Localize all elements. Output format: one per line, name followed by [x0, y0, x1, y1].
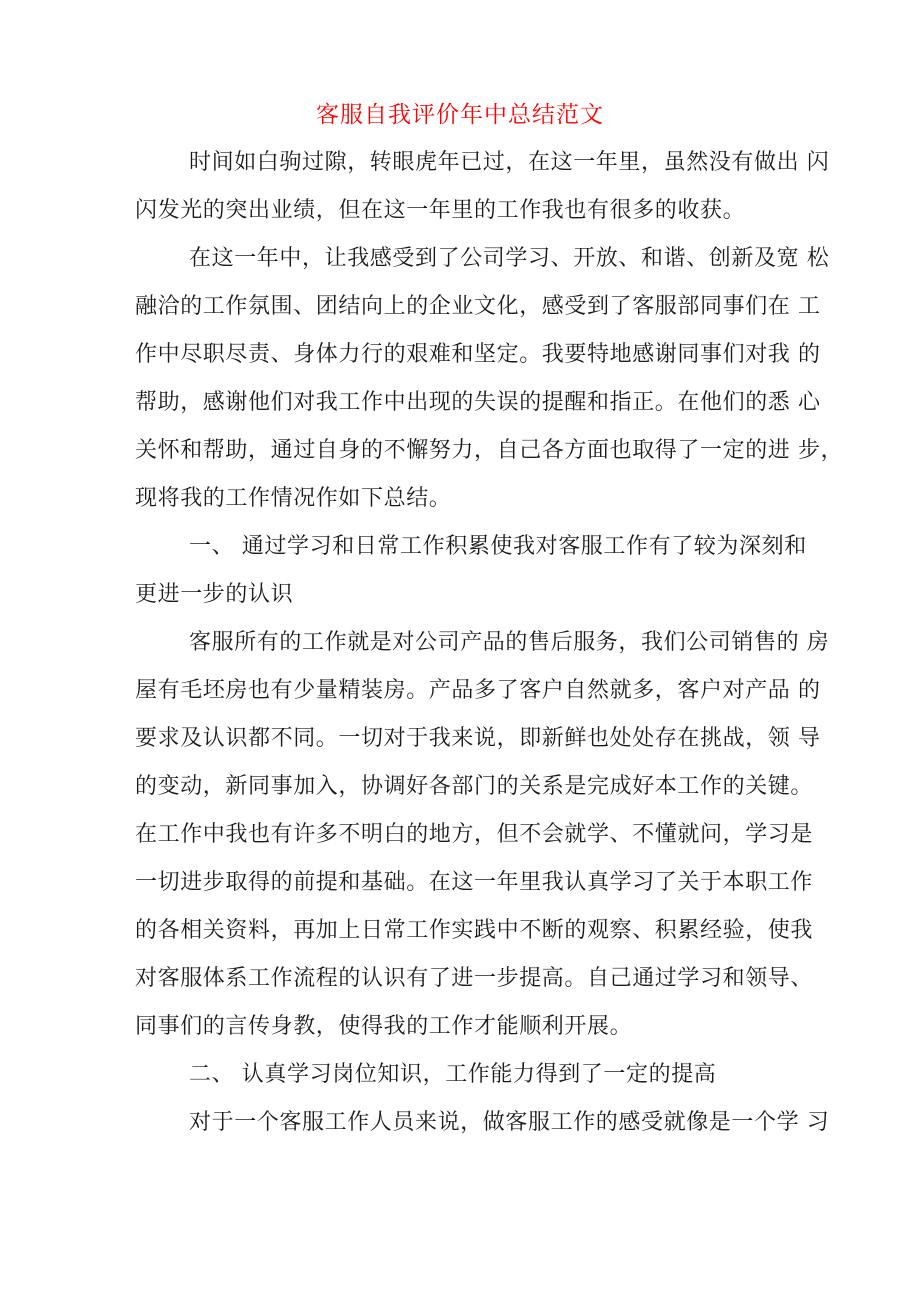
paragraph-line: 客服所有的工作就是对公司产品的售后服务，我们公司销售的 房 — [189, 630, 830, 655]
paragraph-line: 融洽的工作氛围、团结向上的企业文化，感受到了客服部同事们在 工 — [135, 294, 821, 319]
paragraph-line: 的变动，新同事加入，协调好各部门的关系是完成好本工作的关键。 — [135, 774, 814, 799]
paragraph-line: 同事们的言传身教，使得我的工作才能顺利开展。 — [135, 1014, 633, 1039]
paragraph-line: 在这一年中，让我感受到了公司学习、开放、和谐、创新及宽 松 — [189, 246, 830, 271]
paragraph-line: 现将我的工作情况作如下总结。 — [135, 486, 452, 511]
paragraph-line: 的各相关资料，再加上日常工作实践中不断的观察、积累经验，使我 — [135, 918, 814, 943]
paragraph-line: 关怀和帮助，通过自身的不懈努力，自己各方面也取得了一定的进 步， — [135, 438, 844, 463]
paragraph-line: 在工作中我也有许多不明白的地方，但不会就学、不懂就问，学习是 — [135, 822, 814, 847]
section-heading-2: 二、 认真学习岗位知识，工作能力得到了一定的提高 — [189, 1062, 717, 1087]
paragraph-line: 对客服体系工作流程的认识有了进一步提高。自己通过学习和领导、 — [135, 966, 814, 991]
paragraph-line: 帮助，感谢他们对我工作中出现的失误的提醒和指正。在他们的悉 心 — [135, 390, 821, 415]
paragraph-line: 一切进步取得的前提和基础。在这一年里我认真学习了关于本职工作 — [135, 870, 814, 895]
paragraph-line: 对于一个客服工作人员来说，做客服工作的感受就像是一个学 习 — [189, 1110, 830, 1135]
document-title: 客服自我评价年中总结范文 — [316, 102, 604, 128]
paragraph-line: 作中尽职尽责、身体力行的艰难和坚定。我要特地感谢同事们对我 的 — [135, 342, 821, 367]
paragraph-line: 屋有毛坯房也有少量精装房。产品多了客户自然就多，客户对产品 的 — [135, 678, 821, 703]
paragraph-line: 时间如白驹过隙，转眼虎年已过，在这一年里，虽然没有做出 闪 — [189, 150, 830, 175]
section-heading-1-cont: 更进一步的认识 — [135, 582, 294, 607]
section-heading-1: 一、 通过学习和日常工作积累使我对客服工作有了较为深刻和 — [189, 534, 807, 559]
paragraph-line: 闪发光的突出业绩，但在这一年里的工作我也有很多的收获。 — [135, 198, 746, 223]
paragraph-line: 要求及认识都不同。一切对于我来说，即新鲜也处处存在挑战，领 导 — [135, 726, 821, 751]
